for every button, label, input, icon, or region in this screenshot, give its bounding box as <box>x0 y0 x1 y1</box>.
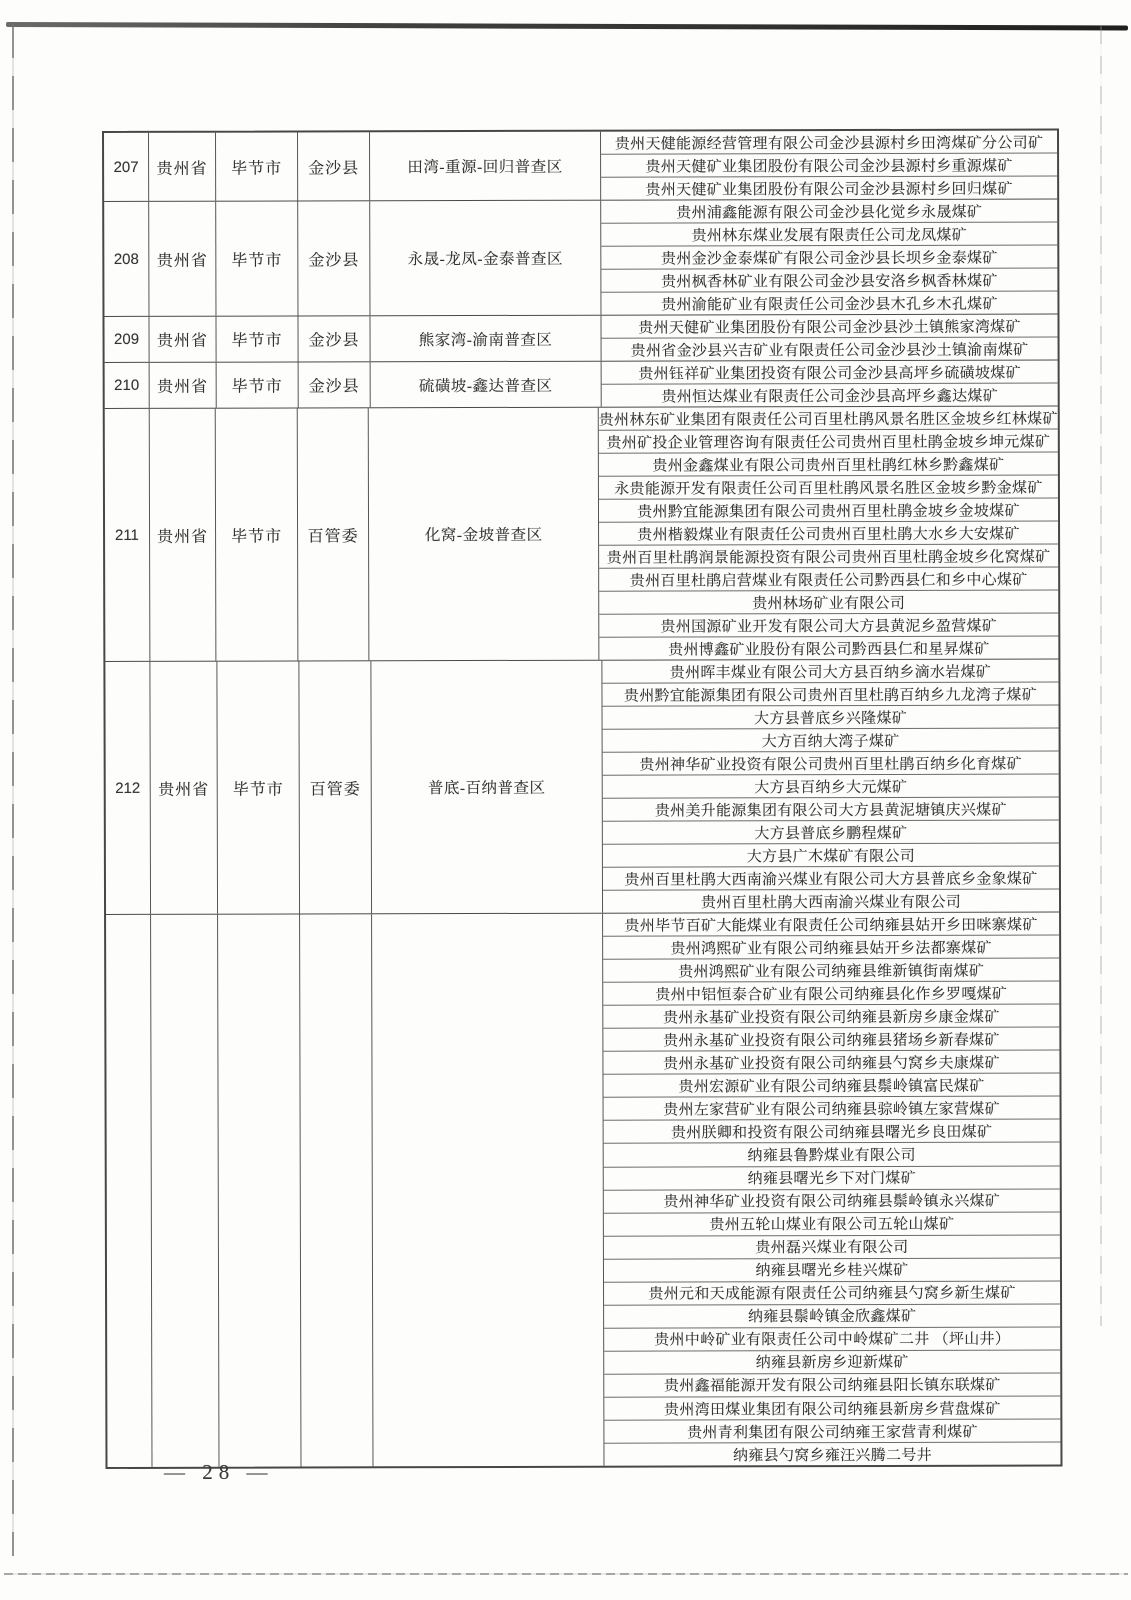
mine-name-row: 贵州楷毅煤业有限责任公司贵州百里杜鹃大水乡大安煤矿 <box>599 521 1058 545</box>
mine-name-row: 贵州毕节百矿大能煤业有限责任公司纳雍县姑开乡田咪寨煤矿 <box>603 912 1059 936</box>
mine-name-row: 贵州中岭矿业有限责任公司中岭煤矿二井 （坪山井） <box>604 1327 1060 1351</box>
survey-area-cell: 永晟-龙凤-金泰普查区 <box>370 201 601 316</box>
mine-name-row: 贵州左家营矿业有限公司纳雍县骔岭镇左家营煤矿 <box>604 1097 1060 1121</box>
mine-list-cell <box>599 406 1059 659</box>
mine-name-row: 贵州神华矿业投资有限公司纳雍县鬃岭镇永兴煤矿 <box>604 1189 1060 1213</box>
mine-name-row: 大方百纳大湾子煤矿 <box>603 728 1059 752</box>
mine-name-row: 纳雍县新房乡迎新煤矿 <box>604 1350 1060 1374</box>
mine-name-row: 贵州天健矿业集团股份有限公司金沙县源村乡回归煤矿 <box>645 181 1013 199</box>
mine-name-row: 贵州黔宜能源集团有限公司贵州百里杜鹃百纳乡九龙湾子煤矿 <box>602 682 1058 706</box>
mine-name-row: 贵州湾田煤业集团有限公司纳雍县新房乡营盘煤矿 <box>604 1396 1060 1420</box>
mine-name-row: 贵州鸿熙矿业有限公司纳雍县姑开乡法都寨煤矿 <box>603 936 1059 960</box>
mine-name-row: 贵州元和天成能源有限责任公司纳雍县勺窝乡新生煤矿 <box>604 1281 1060 1305</box>
mine-name-row: 纳雍县鲁黔煤业有限公司 <box>604 1143 1060 1167</box>
mine-list-cell <box>602 659 1059 912</box>
scan-right-edge-line <box>1100 26 1102 1326</box>
county-cell: 金沙县 <box>298 316 370 361</box>
table-row-group <box>105 406 1059 661</box>
mine-name-row: 贵州鑫福能源开发有限公司纳雍县阳长镇东联煤矿 <box>604 1373 1060 1397</box>
row-number-cell <box>106 915 152 1467</box>
county-cell: 金沙县 <box>298 132 370 200</box>
table-row-group <box>104 199 1057 316</box>
mine-name-row: 贵州百里杜鹃启营煤业有限责任公司黔西县仁和乡中心煤矿 <box>599 567 1058 591</box>
scan-bottom-edge-line <box>4 1573 1128 1575</box>
table-row-group <box>105 360 1058 408</box>
city-cell: 毕节市 <box>216 408 298 660</box>
row-number-cell: 212 <box>105 662 151 914</box>
table-row-group <box>106 912 1060 1466</box>
mine-list-cell <box>602 360 1058 406</box>
county-cell: 百管委 <box>298 408 370 660</box>
mine-name-row: 贵州永基矿业投资有限公司纳雍县勺窝乡夫康煤矿 <box>603 1051 1059 1075</box>
mine-name-row: 贵州林场矿业有限公司 <box>599 590 1058 614</box>
mine-name-row: 贵州鸿熙矿业有限公司纳雍县维新镇街南煤矿 <box>603 959 1059 983</box>
mine-name-row: 贵州黔宜能源集团有限公司贵州百里杜鹃金坡乡金坡煤矿 <box>599 498 1058 522</box>
city-cell: 毕节市 <box>216 201 298 315</box>
mine-name-row: 贵州钰祥矿业集团投资有限公司金沙县高坪乡硫磺坡煤矿 <box>602 360 1058 384</box>
county-cell: 金沙县 <box>299 362 371 407</box>
mine-name-row: 贵州林东矿业集团有限责任公司百里杜鹃风景名胜区金坡乡红林煤矿 <box>599 406 1058 430</box>
mine-name-row: 永贵能源开发有限责任公司百里杜鹃风景名胜区金坡乡黔金煤矿 <box>599 475 1058 499</box>
mine-name-row: 纳雍县鬃岭镇金欣鑫煤矿 <box>604 1304 1060 1328</box>
table-row-group <box>105 659 1059 914</box>
mine-name-row: 纳雍县勺窝乡雍汪兴腾二号井 <box>732 1447 932 1464</box>
mine-list-cell <box>601 130 1057 199</box>
mine-name-row: 贵州金沙金泰煤矿有限公司金沙县长坝乡金泰煤矿 <box>601 245 1057 269</box>
province-cell: 贵州省 <box>150 363 217 408</box>
mine-name-row: 大方县普底乡鹏程煤矿 <box>603 820 1059 844</box>
mine-name-row: 贵州百里杜鹃润景能源投资有限公司贵州百里杜鹃金坡乡化窝煤矿 <box>599 544 1058 568</box>
mine-name-row: 贵州天健矿业集团股份有限公司金沙县源村乡重源煤矿 <box>601 153 1057 177</box>
row-number-cell: 208 <box>104 202 149 316</box>
survey-area-cell: 田湾-重源-回归普查区 <box>370 132 601 201</box>
mine-name-row: 纳雍县曙光乡桂兴煤矿 <box>604 1258 1060 1282</box>
scan-left-edge-line <box>12 24 14 1556</box>
mine-name-row: 贵州矿投企业管理咨询有限责任公司贵州百里杜鹃金坡乡坤元煤矿 <box>599 429 1058 453</box>
mine-name-row: 贵州五轮山煤业有限公司五轮山煤矿 <box>604 1212 1060 1236</box>
county-cell: 百管委 <box>299 661 372 913</box>
mine-name-row: 贵州渝能矿业有限责任公司金沙县木孔乡木孔煤矿 <box>661 296 998 314</box>
mine-name-row: 贵州永基矿业投资有限公司纳雍县猪场乡新春煤矿 <box>603 1028 1059 1052</box>
mine-name-row: 贵州磊兴煤业有限公司 <box>604 1235 1060 1259</box>
mine-name-row: 贵州宏源矿业有限公司纳雍县鬃岭镇富民煤矿 <box>603 1074 1059 1098</box>
table-row-group <box>104 314 1057 362</box>
mine-name-row: 贵州百里杜鹃大西南渝兴煤业有限公司大方县普底乡金象煤矿 <box>603 866 1059 890</box>
mine-name-row: 贵州永基矿业投资有限公司纳雍县新房乡康金煤矿 <box>603 1005 1059 1029</box>
row-number-cell: 207 <box>104 133 149 201</box>
county-cell <box>300 914 373 1466</box>
scan-top-edge-line <box>6 22 1128 31</box>
survey-area-cell: 熊家湾-渝南普查区 <box>370 316 601 362</box>
mine-name-row: 贵州浦鑫能源有限公司金沙县化觉乡永晟煤矿 <box>601 199 1057 223</box>
mine-name-row: 贵州恒达煤业有限责任公司金沙县高坪乡鑫达煤矿 <box>661 388 999 406</box>
mine-name-row: 贵州美升能源集团有限公司大方县黄泥塘镇庆兴煤矿 <box>603 797 1059 821</box>
survey-area-cell <box>372 914 604 1467</box>
mine-name-row: 贵州百里杜鹃大西南渝兴煤业有限公司 <box>700 894 962 911</box>
province-cell: 贵州省 <box>149 133 216 201</box>
survey-area-cell: 化窝-金坡普查区 <box>369 408 599 661</box>
city-cell: 毕节市 <box>217 362 299 407</box>
county-cell: 金沙县 <box>298 201 370 315</box>
mine-name-row: 贵州朕卿和投资有限公司纳雍县曙光乡良田煤矿 <box>604 1120 1060 1144</box>
province-cell <box>151 915 219 1467</box>
coal-mine-survey-table <box>102 128 1062 1469</box>
mine-name-row: 大方县广木煤矿有限公司 <box>603 843 1059 867</box>
mine-list-cell <box>603 912 1060 1465</box>
city-cell: 毕节市 <box>216 132 298 200</box>
row-number-cell: 211 <box>105 409 150 661</box>
survey-area-cell: 硫磺坡-鑫达普查区 <box>371 362 602 408</box>
mine-name-row: 贵州金鑫煤业有限公司贵州百里杜鹃红林乡黔鑫煤矿 <box>599 452 1058 476</box>
mine-name-row: 贵州枫香林矿业有限公司金沙县安洛乡枫香林煤矿 <box>601 268 1057 292</box>
mine-name-row: 大方县普底乡兴隆煤矿 <box>603 705 1059 729</box>
city-cell <box>218 914 301 1466</box>
province-cell: 贵州省 <box>149 202 216 316</box>
mine-name-row: 贵州林东煤业发展有限责任公司龙凤煤矿 <box>601 222 1057 246</box>
table-row-group <box>104 130 1057 201</box>
city-cell: 毕节市 <box>216 316 298 361</box>
mine-name-row: 贵州天健矿业集团股份有限公司金沙县沙土镇熊家湾煤矿 <box>601 314 1057 338</box>
mine-name-row: 贵州神华矿业投资有限公司贵州百里杜鹃百纳乡化育煤矿 <box>603 751 1059 775</box>
mine-name-row: 大方县百纳乡大元煤矿 <box>603 774 1059 798</box>
survey-area-cell: 普底-百纳普查区 <box>371 661 603 914</box>
province-cell: 贵州省 <box>149 317 216 362</box>
mine-name-row: 贵州青利集团有限公司纳雍王家营青利煤矿 <box>604 1420 1060 1444</box>
mine-list-cell <box>601 199 1057 314</box>
mine-list-cell <box>601 314 1057 360</box>
page-number: — 28 — <box>164 1460 274 1484</box>
mine-name-row: 纳雍县曙光乡下对门煤矿 <box>604 1166 1060 1190</box>
mine-name-row: 贵州中铝恒泰合矿业有限公司纳雍县化作乡罗嘎煤矿 <box>603 982 1059 1006</box>
row-number-cell: 209 <box>104 317 149 362</box>
row-number-cell: 210 <box>105 363 150 408</box>
mine-name-row: 贵州天健能源经营管理有限公司金沙县源村乡田湾煤矿分公司矿 <box>601 130 1057 154</box>
mine-name-row: 贵州晖丰煤业有限公司大方县百纳乡滴水岩煤矿 <box>602 659 1058 683</box>
city-cell: 毕节市 <box>217 661 300 913</box>
province-cell: 贵州省 <box>150 662 218 914</box>
mine-name-row: 贵州国源矿业开发有限公司大方县黄泥乡盈营煤矿 <box>599 613 1058 637</box>
mine-name-row: 贵州省金沙县兴吉矿业有限责任公司金沙县沙土镇渝南煤矿 <box>630 342 1029 360</box>
province-cell: 贵州省 <box>149 409 216 661</box>
mine-name-row: 贵州博鑫矿业股份有限公司黔西县仁和星昇煤矿 <box>668 641 990 659</box>
